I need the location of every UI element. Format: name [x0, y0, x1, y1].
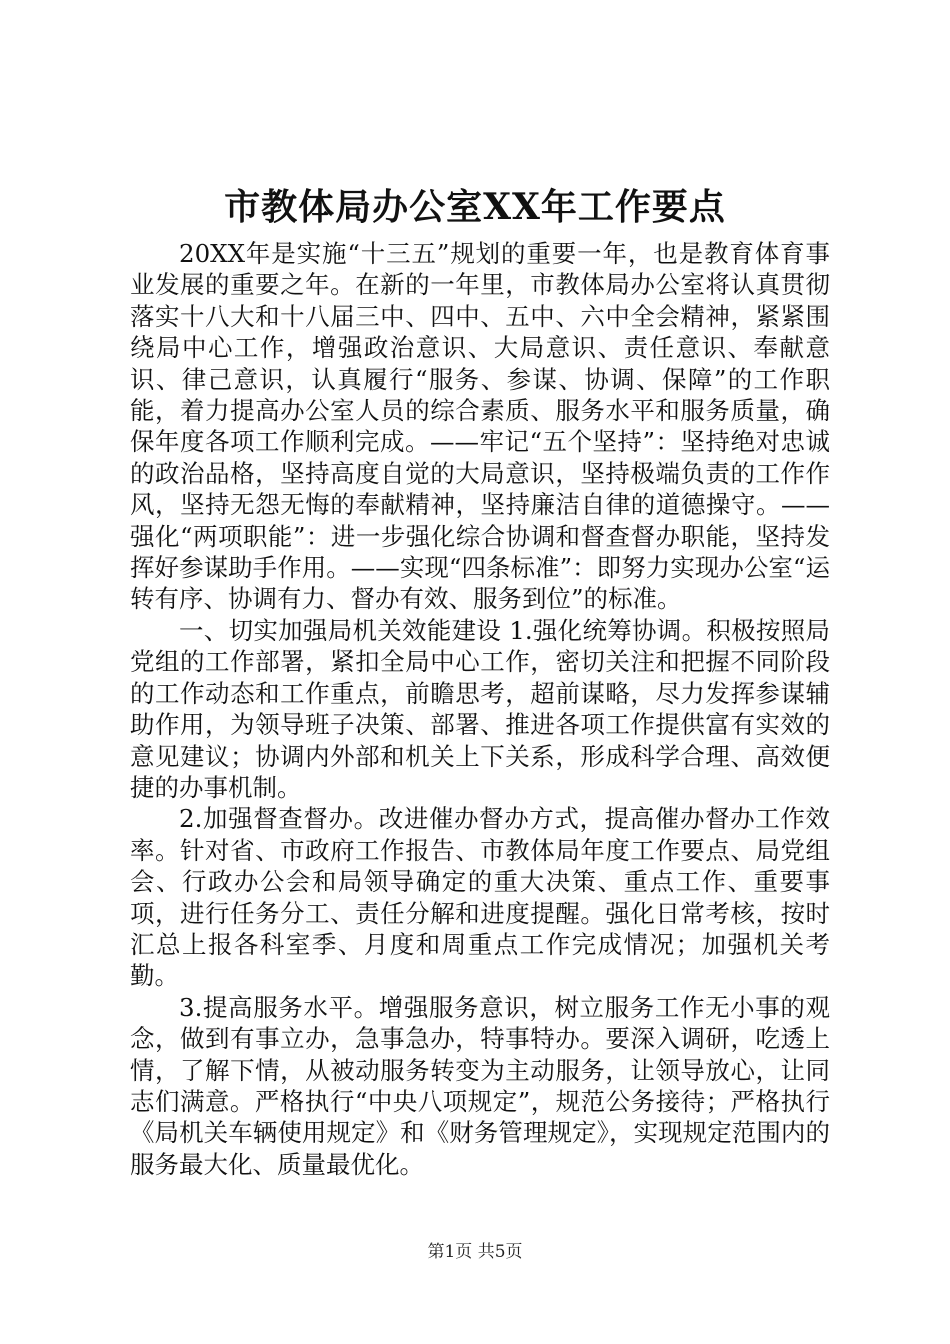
- section-3-paragraph: 3.提高服务水平。增强服务意识，树立服务工作无小事的观念，做到有事立办，急事急办，特事特办。要深入调研，吃透上情，了解下情，从被动服务转变为主动服务，让领导放心，让同志们满意。严格执行“中央八项规定”，规范公务接待；严格执行《局机关车辆使用规定》和《财务管理规定》，实现规定范围内的服务最大化、质量最优化。: [130, 992, 830, 1179]
- section-1-paragraph: 一、切实加强局机关效能建设 1.强化统筹协调。积极按照局党组的工作部署，紧扣全局中心工作，密切关注和把握不同阶段的工作动态和工作重点，前瞻思考，超前谋略，尽力发挥参谋辅助作用，为领导班子决策、部署、推进各项工作提供富有实效的意见建议；协调内外部和机关上下关系，形成科学合理、高效便捷的办事机制。: [130, 615, 830, 802]
- document-body: [130, 238, 830, 1180]
- document-title: 市教体局办公室XX年工作要点: [224, 186, 726, 228]
- section-2-paragraph: 2.加强督查督办。改进催办督办方式，提高催办督办工作效率。针对省、市政府工作报告、市教体局年度工作要点、局党组会、行政办公会和局领导确定的重大决策、重点工作、重要事项，进行任务分工、责任分解和进度提醒。强化日常考核，按时汇总上报各科室季、月度和周重点工作完成情况；加强机关考勤。: [130, 804, 830, 991]
- intro-paragraph: 20XX年是实施“十三五”规划的重要一年，也是教育体育事业发展的重要之年。在新的一年里，市教体局办公室将认真贯彻落实十八大和十八届三中、四中、五中、六中全会精神，紧紧围绕局中心工作，增强政治意识、大局意识、责任意识、奉献意识、律己意识，认真履行“服务、参谋、协调、保障”的工作职能，着力提高办公室人员的综合素质、服务水平和服务质量，确保年度各项工作顺利完成。——牢记“五个坚持”：坚持绝对忠诚的政治品格，坚持高度自觉的大局意识，坚持极端负责的工作作风，坚持无怨无悔的奉献精神，坚持廉洁自律的道德操守。——强化“两项职能”：进一步强化综合协调和督查督办职能，坚持发挥好参谋助手作用。——实现“四条标准”：即努力实现办公室“运转有序、协调有力、督办有效、服务到位”的标准。: [130, 239, 830, 614]
- page-number-footer: 第1页 共5页: [427, 1242, 523, 1262]
